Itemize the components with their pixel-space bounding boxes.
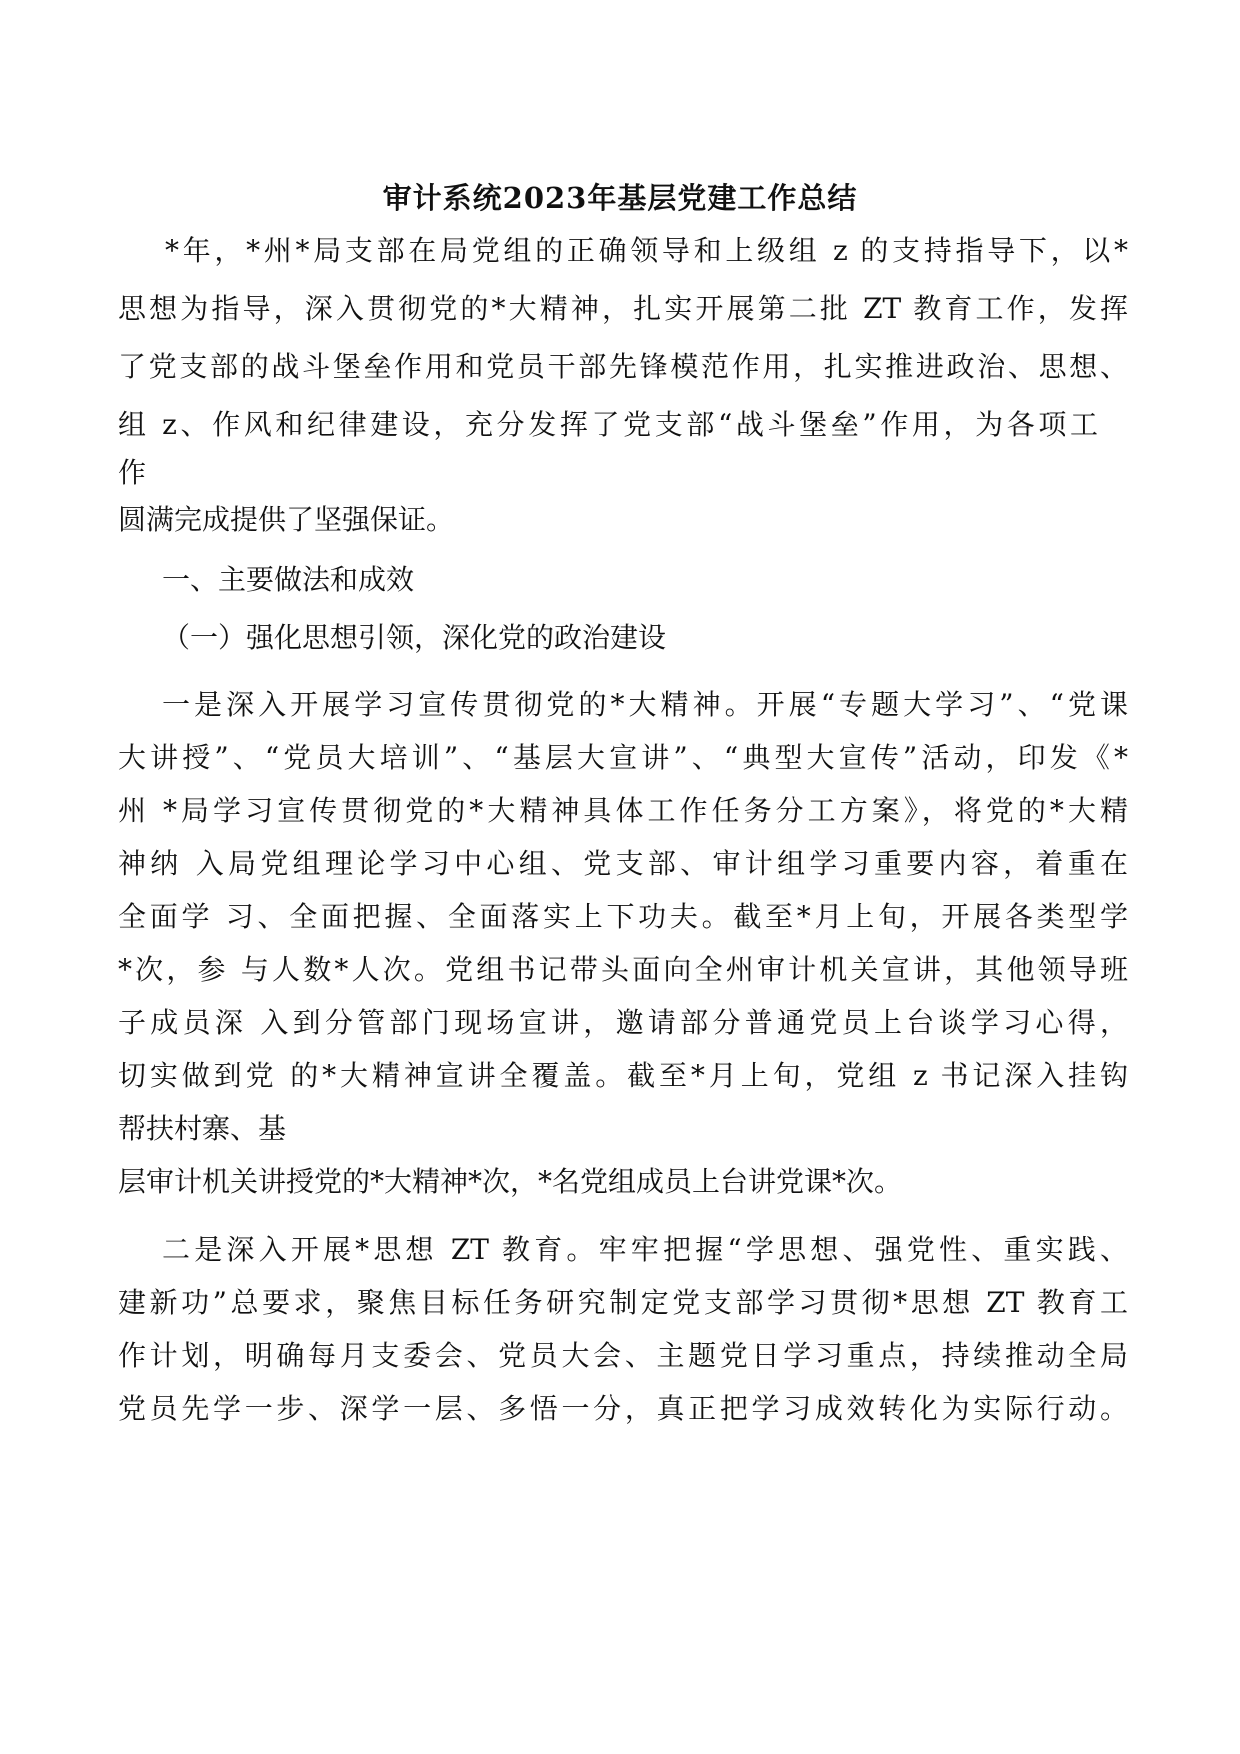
subsection-heading: （一）强化思想引领，深化党的政治建设	[162, 621, 667, 654]
intro-line: 作	[118, 456, 147, 489]
paragraph-line: 大讲授”、“党员大培训”、“基层大宣讲”、“典型大宣传”活动，印发《*	[118, 741, 1128, 774]
document-title: 审计系统2023年基层党建工作总结	[382, 181, 858, 215]
intro-line: 了党支部的战斗堡垒作用和党员干部先锋模范作用，扎实推进政治、思想、	[118, 350, 1128, 383]
paragraph-line: 子成员深 入到分管部门现场宣讲，邀请部分普通党员上台谈学习心得，	[118, 1006, 1128, 1039]
section-heading: 一、主要做法和成效	[162, 563, 415, 596]
paragraph-line: 全面学 习、全面把握、全面落实上下功夫。截至*月上旬，开展各类型学	[118, 900, 1128, 933]
intro-line: 思想为指导，深入贯彻党的*大精神，扎实开展第二批 ZT 教育工作，发挥	[118, 292, 1128, 325]
paragraph-line: 建新功”总要求，聚焦目标任务研究制定党支部学习贯彻*思想 ZT 教育工	[118, 1286, 1128, 1319]
intro-line: 组 z、作风和纪律建设，充分发挥了党支部“战斗堡垒”作用，为各项工	[118, 408, 1098, 441]
paragraph-line: 州 *局学习宣传贯彻党的*大精神具体工作任务分工方案》，将党的*大精	[118, 794, 1128, 827]
paragraph-line: 层审计机关讲授党的*大精神*次，*名党组成员上台讲党课*次。	[118, 1165, 903, 1198]
intro-line: *年，*州*局支部在局党组的正确领导和上级组 z 的支持指导下，以*	[165, 234, 1128, 267]
paragraph-line: 一是深入开展学习宣传贯彻党的*大精神。开展“专题大学习”、“党课	[162, 688, 1128, 721]
paragraph-line: *次，参 与人数*人次。党组书记带头面向全州审计机关宣讲，其他领导班	[118, 953, 1128, 986]
intro-line: 圆满完成提供了坚强保证。	[118, 503, 455, 536]
paragraph-line: 党员先学一步、深学一层、多悟一分，真正把学习成效转化为实际行动。	[118, 1392, 1128, 1425]
paragraph-line: 作计划，明确每月支委会、党员大会、主题党日学习重点，持续推动全局	[118, 1339, 1128, 1372]
paragraph-line: 二是深入开展*思想 ZT 教育。牢牢把握“学思想、强党性、重实践、	[162, 1233, 1128, 1266]
paragraph-line: 切实做到党 的*大精神宣讲全覆盖。截至*月上旬，党组 z 书记深入挂钩	[118, 1059, 1128, 1092]
paragraph-line: 神纳 入局党组理论学习中心组、党支部、审计组学习重要内容，着重在	[118, 847, 1128, 880]
paragraph-line: 帮扶村寨、基	[118, 1112, 287, 1145]
